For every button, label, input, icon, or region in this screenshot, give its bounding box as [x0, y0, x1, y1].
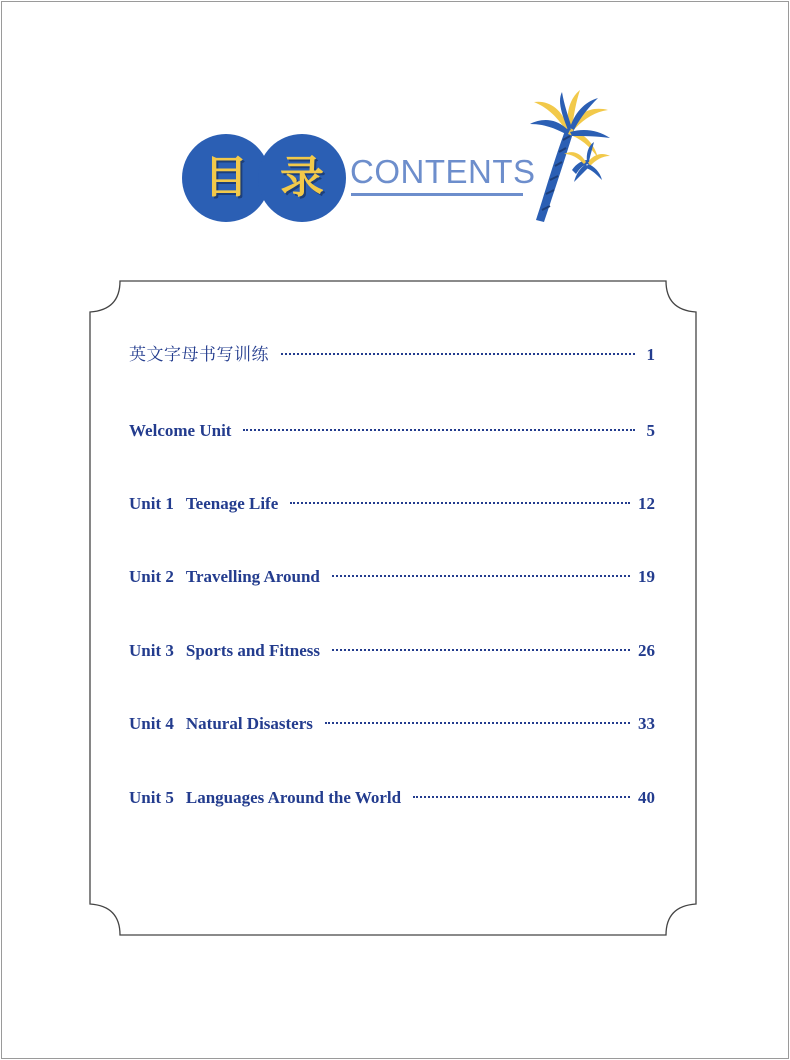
toc-page-number: 1 — [646, 345, 655, 364]
toc-unit-label: Unit 4 — [129, 714, 174, 733]
toc-title: Teenage Life — [185, 494, 279, 513]
toc-leader-dots — [281, 352, 635, 355]
contents-frame — [88, 280, 698, 936]
title-char-mu: 目 — [204, 152, 248, 203]
toc-page-number: 5 — [646, 421, 655, 440]
toc-row[interactable] — [129, 418, 655, 444]
toc-unit-label: Unit 3 — [129, 641, 174, 660]
toc-row[interactable] — [129, 564, 655, 590]
toc-leader-dots — [413, 795, 630, 798]
toc-title: Travelling Around — [185, 567, 320, 586]
toc-title: Welcome Unit — [129, 421, 232, 440]
toc-title: Natural Disasters — [185, 714, 313, 733]
toc-page-number: 40 — [638, 788, 655, 807]
toc-leader-dots — [332, 648, 630, 651]
title-char-lu: 录 — [280, 152, 324, 203]
toc-title: Languages Around the World — [185, 788, 402, 807]
toc-page-number: 12 — [638, 494, 655, 513]
toc-unit-label: Unit 1 — [129, 494, 174, 513]
palm-tree-icon — [522, 88, 614, 224]
toc-unit-label: Unit 5 — [129, 788, 174, 807]
toc-title: 英文字母书写训练 — [129, 345, 269, 365]
toc-leader-dots — [290, 501, 630, 504]
toc-row[interactable] — [129, 491, 655, 517]
toc-leader-dots — [243, 428, 635, 431]
contents-underline — [351, 193, 523, 196]
toc-unit-label: Unit 2 — [129, 567, 174, 586]
toc-row[interactable] — [129, 785, 655, 811]
toc-leader-dots — [325, 721, 630, 724]
toc-row[interactable] — [129, 342, 655, 368]
toc-page-number: 33 — [638, 714, 655, 733]
toc-page-number: 19 — [638, 567, 655, 586]
toc-row[interactable] — [129, 638, 655, 664]
toc-row[interactable] — [129, 711, 655, 737]
contents-heading: CONTENTS — [350, 153, 536, 190]
toc-title: Sports and Fitness — [185, 641, 321, 660]
toc-page-number: 26 — [638, 641, 655, 660]
toc-leader-dots — [332, 574, 630, 577]
